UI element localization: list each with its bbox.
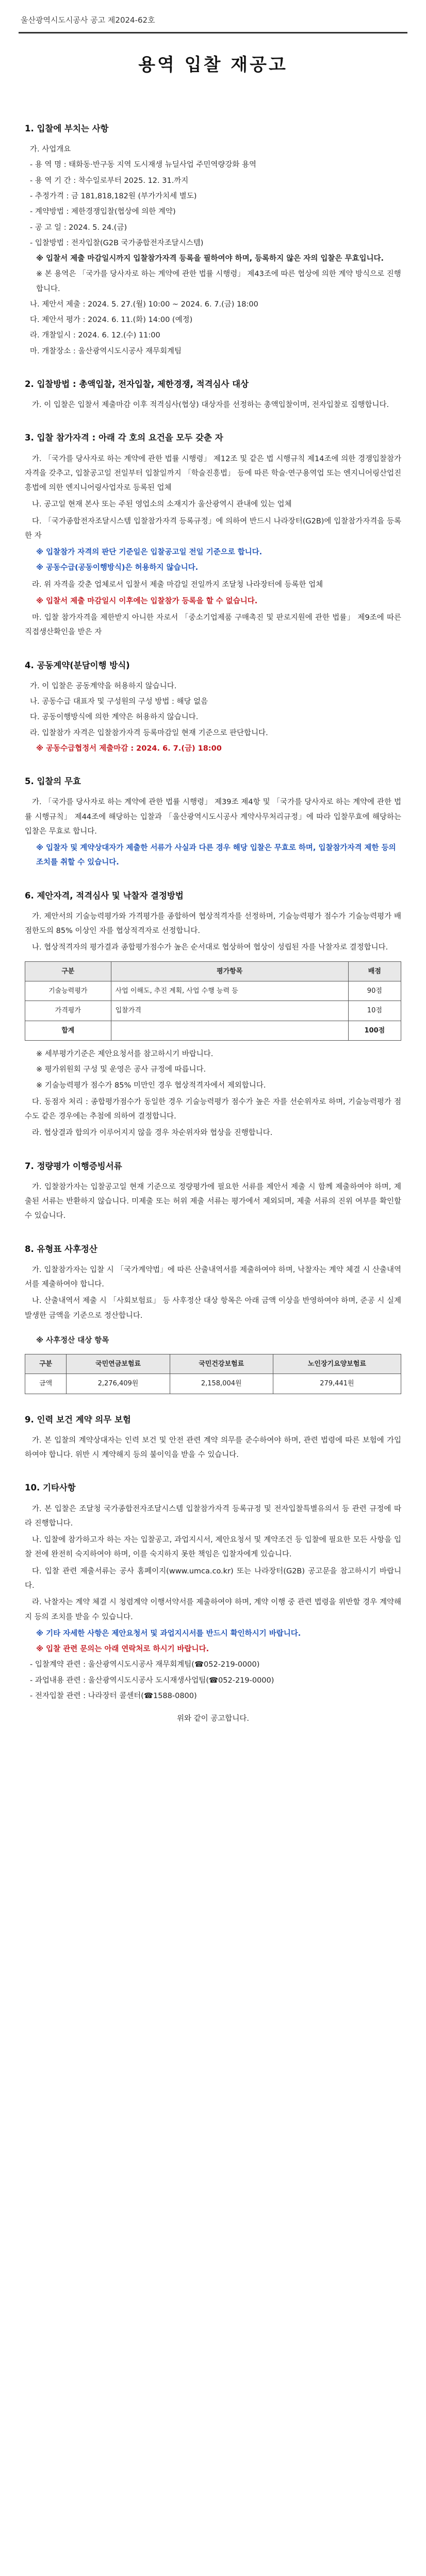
- section-7-heading: 7. 정량평가 이행증빙서류: [25, 1161, 122, 1171]
- table-cell: 10점: [348, 1001, 401, 1021]
- table-header-cell: 국민연금보험료: [67, 1354, 170, 1374]
- section-3-para: 라. 위 자격을 갖춘 업체로서 입찰서 제출 마감일 전일까지 조달청 나라장터에 등록한 업체: [32, 580, 323, 589]
- table-header-cell: 구분: [25, 1354, 67, 1374]
- evaluation-table: [25, 961, 401, 1041]
- table-cell: 가격평가: [25, 1001, 111, 1021]
- contact-item: - 전자입찰 관련 : 나라장터 콜센터(☎1588-0800): [30, 1691, 197, 1700]
- table-cell: [111, 1021, 348, 1040]
- section-4-heading: 4. 공동계약(분담이행 방식): [25, 660, 130, 670]
- table-cell: 기술능력평가: [25, 981, 111, 1001]
- section-10-heading: 10. 기타사항: [25, 1483, 76, 1493]
- section-10-para: 가. 본 입찰은 조달청 국가종합전자조달시스템 입찰참가자격 등록규정 및 전자입찰특별유의서 등 관련 규정에 따라 진행합니다.: [25, 1504, 401, 1528]
- table-cell: 90점: [348, 981, 401, 1001]
- section-7: [25, 1158, 401, 1224]
- insurance-table: [25, 1354, 401, 1394]
- section-5-note: ※ 입찰자 및 계약상대자가 제출한 서류가 사실과 다른 경우 해당 입찰은 무효로 하며, 입찰참가자격 제한 등의 조치를 취할 수 있습니다.: [36, 844, 396, 867]
- header-divider: [19, 32, 407, 33]
- section-5: [25, 773, 401, 870]
- section-6-para: 가. 제안서의 기술능력평가와 가격평가를 종합하여 협상적격자를 선정하며, 기술능력평가 점수가 기술능력평가 배점한도의 85% 이상인 자를 협상적격자로 선정합니다.: [25, 912, 401, 936]
- section-7-para: 가. 입찰참가자는 입찰공고일 현재 기준으로 정량평가에 필요한 서류를 제안서 제출 시 함께 제출하여야 하며, 제출된 서류는 반환하지 않습니다. 미제출 또는 허위 제출 서류는 평가에서 제외되며, 제출 서류의 진위 여부를 확인할 수 있습니다.: [25, 1182, 401, 1221]
- section-3-para: 가. 「국가를 당사자로 하는 계약에 관한 법률 시행령」 제12조 및 같은 법 시행규칙 제14조에 의한 경쟁입찰참가자격을 갖추고, 입찰공고일 전일부터 입찰일까지 「학술진흥법」 등에 따른 학술·연구용역업 또는 엔지니어링산업진흥법에 의한 엔지니어링사업자로 등록된 업체: [25, 454, 401, 493]
- section-1-item: 가. 사업개요: [30, 145, 71, 154]
- section-4-item: 나. 공동수급 대표자 및 구성원의 구성 방법 : 해당 없음: [30, 698, 208, 706]
- section-4-warning: ※ 공동수급협정서 제출마감 : 2024. 6. 7.(금) 18:00: [36, 744, 222, 753]
- section-1-item: - 입찰방법 : 전자입찰(G2B 국가종합전자조달시스템): [30, 239, 204, 247]
- section-9-heading: 9. 인력 보건 계약 의무 보험: [25, 1414, 131, 1425]
- table-header-row: [25, 1354, 401, 1374]
- section-1-note: ※ 입찰서 제출 마감일시까지 입찰참가자격 등록을 필하여야 하며, 등록하지 않은 자의 입찰은 무효입니다.: [36, 255, 384, 263]
- section-8-para: 나. 산출내역서 제출 시 「사회보험료」 등 사후정산 대상 항목은 아래 금액 이상을 반영하여야 하며, 준공 시 실제 발생한 금액을 기준으로 정산합니다.: [25, 1297, 401, 1320]
- section-3-para: 나. 공고일 현재 본사 또는 주된 영업소의 소재지가 울산광역시 관내에 있는 업체: [32, 500, 292, 509]
- section-1: [25, 121, 401, 359]
- section-2-heading: 2. 입찰방법 : 총액입찰, 전자입찰, 제한경쟁, 적격심사 대상: [25, 379, 249, 389]
- section-1-sub: 라. 개찰일시 : 2024. 6. 12.(수) 11:00: [30, 331, 160, 340]
- section-6-para: 나. 협상적격자의 평가결과 종합평가점수가 높은 순서대로 협상하여 협상이 성립된 자를 낙찰자로 결정합니다.: [32, 943, 388, 952]
- section-1-sub: 다. 제안서 평가 : 2024. 6. 11.(화) 14:00 (예정): [30, 316, 193, 325]
- table-header-cell: 노인장기요양보험료: [273, 1354, 401, 1374]
- section-1-item: - 용 역 명 : 태화동·반구동 지역 도시재생 뉴딜사업 주민역량강화 용역: [30, 161, 257, 170]
- section-3-emphasis: ※ 공동수급(공동이행방식)은 허용하지 않습니다.: [36, 564, 199, 572]
- table-header-cell: 평가항목: [111, 961, 348, 981]
- section-3-para: 마. 입찰 참가자격을 제한받지 아니한 자로서 「중소기업제품 구매촉진 및 판로지원에 관한 법률」 제9조에 따른 직접생산확인을 받은 자: [25, 614, 401, 637]
- section-4: [25, 657, 401, 756]
- table-header-cell: 배점: [348, 961, 401, 981]
- table-row: [25, 1021, 401, 1040]
- table-cell: 사업 이해도, 추진 계획, 사업 수행 능력 등: [111, 981, 348, 1001]
- section-1-sub: 마. 개찰장소 : 울산광역시도시공사 재무회계팀: [30, 347, 182, 355]
- section-1-sub: 나. 제안서 제출 : 2024. 5. 27.(월) 10:00 ~ 2024. 6. 7.(금) 18:00: [30, 300, 258, 309]
- section-1-item: - 계약방법 : 제한경쟁입찰(협상에 의한 계약): [30, 208, 176, 216]
- section-10-para: 라. 낙찰자는 계약 체결 시 청렴계약 이행서약서를 제출하여야 하며, 계약 이행 중 관련 법령을 위반할 경우 계약해지 등의 조치를 받을 수 있습니다.: [25, 1598, 401, 1621]
- table-cell: 279,441원: [273, 1374, 401, 1394]
- section-6-heading: 6. 제안자격, 적격심사 및 낙찰자 결정방법: [25, 890, 184, 901]
- contact-item: - 입찰계약 관련 : 울산광역시도시공사 재무회계팀(☎052-219-0000): [30, 1660, 260, 1669]
- section-3-warning: ※ 입찰서 제출 마감일시 이후에는 입찰참가 등록을 할 수 없습니다.: [36, 597, 258, 605]
- table-header-cell: 국민건강보험료: [170, 1354, 273, 1374]
- table-row: [25, 1374, 401, 1394]
- section-3-para: 다. 「국가종합전자조달시스템 입찰참가자격 등록규정」에 의하여 반드시 나라장터(G2B)에 입찰참가자격을 등록한 자: [25, 517, 401, 540]
- section-1-item: - 공 고 일 : 2024. 5. 24.(금): [30, 223, 127, 232]
- section-4-item: 다. 공동이행방식에 의한 계약은 허용하지 않습니다.: [30, 713, 199, 722]
- section-5-heading: 5. 입찰의 무효: [25, 776, 81, 787]
- section-6-note: ※ 평가위원회 구성 및 운영은 공사 규정에 따릅니다.: [36, 1065, 206, 1074]
- section-6-para: 다. 동점자 처리 : 종합평가점수가 동일한 경우 기술능력평가 점수가 높은 자를 선순위자로 하며, 기술능력평가 점수도 같은 경우에는 추첨에 의하여 결정합니다.: [25, 1097, 401, 1121]
- table-row: [25, 981, 401, 1001]
- section-3: [25, 430, 401, 639]
- table-cell: 2,276,409원: [67, 1374, 170, 1394]
- section-8-heading: 8. 유형표 사후정산: [25, 1244, 97, 1254]
- section-3-emphasis: ※ 입찰참가 자격의 판단 기준일은 입찰공고일 전일 기준으로 합니다.: [36, 548, 263, 557]
- section-6-note: ※ 세부평가기준은 제안요청서를 참고하시기 바랍니다.: [36, 1050, 214, 1059]
- section-9-para: 가. 본 입찰의 계약상대자는 인력 보건 및 안전 관련 계약 의무를 준수하여야 하며, 관련 법령에 따른 보험에 가입하여야 합니다. 위반 시 계약해지 등의 불이익을 받을 수 있습니다.: [25, 1436, 401, 1460]
- table-row: [25, 1001, 401, 1021]
- table-cell: 2,158,004원: [170, 1374, 273, 1394]
- table-header-cell: 구분: [25, 961, 111, 981]
- section-1-note: ※ 본 용역은 「국가를 당사자로 하는 계약에 관한 법률 시행령」 제43조에 따른 협상에 의한 계약 방식으로 진행합니다.: [36, 270, 401, 293]
- section-3-heading: 3. 입찰 참가자격 : 아래 각 호의 요건을 모두 갖춘 자: [25, 433, 223, 443]
- section-4-item: 가. 이 입찰은 공동계약을 허용하지 않습니다.: [30, 682, 177, 690]
- section-10-para: 나. 입찰에 참가하고자 하는 자는 입찰공고, 과업지시서, 제안요청서 및 계약조건 등 입찰에 필요한 모든 사항을 입찰 전에 완전히 숙지하여야 하며, 이를 숙지하지 못한 책임은 입찰자에게 있습니다.: [25, 1536, 401, 1559]
- section-9: [25, 1412, 401, 1463]
- section-6-para: 라. 협상결과 합의가 이루어지지 않을 경우 차순위자와 협상을 진행합니다.: [32, 1129, 273, 1138]
- section-4-item: 라. 입찰참가 자격은 입찰참가자격 등록마감일 현재 기준으로 판단합니다.: [30, 728, 268, 737]
- insurance-table-caption: ※ 사후정산 대상 항목: [36, 1336, 109, 1345]
- section-1-item: - 용 역 기 간 : 착수일로부터 2025. 12. 31.까지: [30, 176, 189, 185]
- table-cell: 합계: [25, 1021, 111, 1040]
- contact-item: - 과업내용 관련 : 울산광역시도시공사 도시재생사업팀(☎052-219-0000): [30, 1676, 274, 1685]
- section-10: [25, 1480, 401, 1726]
- section-1-item: - 추정가격 : 금 181,818,182원 (부가가치세 별도): [30, 192, 197, 200]
- section-1-heading: 1. 입찰에 부치는 사항: [25, 124, 109, 133]
- notice-number: 울산광역시도시공사 공고 제2024-62호: [21, 15, 155, 25]
- section-6-note: ※ 기술능력평가 점수가 85% 미만인 경우 협상적격자에서 제외합니다.: [36, 1081, 266, 1090]
- section-10-warning: ※ 입찰 관련 문의는 아래 연락처로 하시기 바랍니다.: [36, 1645, 209, 1654]
- section-2-text: 가. 이 입찰은 입찰서 제출마감 이후 적격심사(협상) 대상자를 선정하는 총액입찰이며, 전자입찰로 집행합니다.: [32, 401, 389, 410]
- table-cell: 금액: [25, 1374, 67, 1394]
- section-6: [25, 888, 401, 1141]
- section-8: [25, 1241, 401, 1394]
- section-10-emphasis: ※ 기타 자세한 사항은 제안요청서 및 과업지시서를 반드시 확인하시기 바랍니다.: [36, 1629, 301, 1638]
- section-2: [25, 376, 401, 412]
- section-8-para: 가. 입찰참가자는 입찰 시 「국가계약법」에 따른 산출내역서를 제출하여야 하며, 낙찰자는 계약 체결 시 산출내역서를 제출하여야 합니다.: [25, 1265, 401, 1289]
- table-header-row: [25, 961, 401, 981]
- section-10-para: 다. 입찰 관련 제출서류는 공사 홈페이지(www.umca.co.kr) 또는 나라장터(G2B) 공고문을 참고하시기 바랍니다.: [25, 1567, 401, 1590]
- section-5-para: 가. 「국가를 당사자로 하는 계약에 관한 법률 시행령」 제39조 제4항 및 「국가를 당사자로 하는 계약에 관한 법률 시행규칙」 제44조에 해당하는 입찰과 「울산광역시도시공사 계약사무처리규정」에 따라 입찰무효에 해당하는 입찰은 무효로 합니다.: [25, 798, 401, 836]
- notice-body: [25, 103, 401, 1726]
- table-cell: 입찰가격: [111, 1001, 348, 1021]
- closing-statement: 위와 같이 공고합니다.: [177, 1715, 249, 1723]
- table-cell: 100점: [348, 1021, 401, 1040]
- page-title: 용역 입찰 재공고: [138, 55, 288, 75]
